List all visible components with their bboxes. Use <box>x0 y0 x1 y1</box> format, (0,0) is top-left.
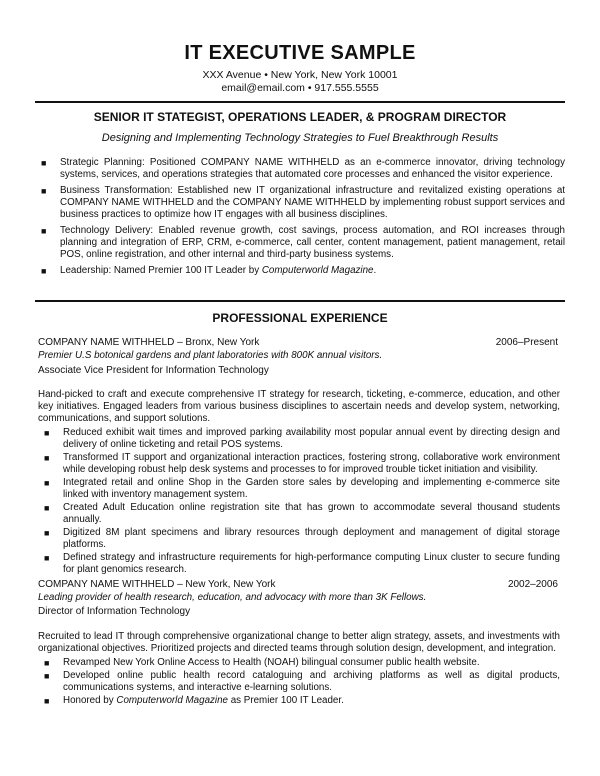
bullet-icon: ■ <box>44 658 50 668</box>
bullet-icon: ■ <box>44 553 50 563</box>
job-bullet <box>38 427 560 451</box>
leadership-suffix: . <box>373 265 377 276</box>
address-line: XXX Avenue • New York, New York 10001 <box>202 69 398 81</box>
job-bullet-text: Digitized 8M plant specimens and library resources through deployment and management of digital storage platforms. <box>63 527 560 550</box>
experience-section-title: PROFESSIONAL EXPERIENCE <box>212 311 388 325</box>
honor-publication: Computerworld Magazine <box>116 695 229 706</box>
leadership-prefix: Leadership: Named Premier 100 IT Leader by <box>60 265 262 276</box>
job-bullet-text: Reduced exhibit wait times and improved parking availability most popular annual event by directing design and delivery of online ticketing and retail POS systems. <box>63 427 560 450</box>
job-bullet-text: Created Adult Education online registration site that has grown to accommodate several thousand students annually. <box>63 502 560 525</box>
contact-line: email@email.com • 917.555.5555 <box>221 82 379 94</box>
bullet-icon: ■ <box>44 453 50 463</box>
job-summary: Recruited to lead IT through comprehensive organizational change to better align strategy, assets, and investments with organizational objectives. Prioritized projects and directed teams through solution design, development, and integration. <box>38 631 560 654</box>
job-bullet <box>38 527 560 551</box>
bullet-icon: ■ <box>41 226 47 236</box>
job-company-line <box>38 337 558 348</box>
honor-prefix: Honored by <box>63 695 117 706</box>
job-bullet <box>38 452 560 476</box>
leadership-publication: Computerworld Magazine <box>261 265 374 276</box>
job-title: Director of Information Technology <box>38 606 191 617</box>
bullet-icon: ■ <box>44 528 50 538</box>
bullet-icon: ■ <box>44 671 50 681</box>
bullet-icon: ■ <box>41 186 47 196</box>
header-divider <box>35 101 565 103</box>
job-bullet-text: Integrated retail and online Shop in the Garden store sales by developing and implementing e-commerce site linked with inventory management system. <box>63 477 560 500</box>
summary-bullet-text: Strategic Planning: Positioned COMPANY NAME WITHHELD as an e-commerce innovator, driving technology systems, services, and operations strategies that automated core processes and enhanced the visitor experience. <box>60 157 565 180</box>
bullet-icon: ■ <box>41 158 47 168</box>
resume-name-heading: IT EXECUTIVE SAMPLE <box>184 42 416 64</box>
job-bullet <box>38 552 560 576</box>
job-bullet-text: Developed online public health record cataloguing and archiving platforms as well as digital products, communications systems, and interactive e-learning solutions. <box>63 670 560 693</box>
summary-bullet-list <box>35 157 565 281</box>
job-bullet-text: Revamped New York Online Access to Health (NOAH) bilingual consumer public health website. <box>63 657 480 668</box>
bullet-icon: ■ <box>44 696 50 706</box>
summary-bullet <box>35 185 565 221</box>
job-bullet <box>38 695 560 707</box>
job-bullet-text: Transformed IT support and organizational interaction practices, fostering strong, collaborative work environment while developing robust help desk systems and processes to for improved trouble ticket initiation and visibility. <box>63 452 560 475</box>
job-bullet-list <box>38 427 560 577</box>
job-summary: Hand-picked to craft and execute comprehensive IT strategy for research, ticketing, e-commerce, education, and other key initiatives. Engaged leaders from various business disciplines to ascertain needs and develop system, networking, communications, and support solutions. <box>38 389 560 424</box>
job-company: COMPANY NAME WITHHELD – Bronx, New York <box>38 337 260 348</box>
job-bullet <box>38 657 560 669</box>
bullet-icon: ■ <box>44 503 50 513</box>
summary-bullet-text: Technology Delivery: Enabled revenue growth, cost savings, process automation, and ROI increases through planning and integration of ERP, CRM, e-commerce, call center, content management, patient management, retail POS, online registration, and other internal and third-party business systems. <box>60 225 565 260</box>
summary-bullet <box>35 265 565 277</box>
job-bullet <box>38 502 560 526</box>
bullet-icon: ■ <box>44 428 50 438</box>
section-divider <box>35 300 565 302</box>
job-bullet-text: Defined strategy and infrastructure requirements for high-performance computing Linux cluster to secure funding for plant genomics research. <box>63 552 560 575</box>
bullet-icon: ■ <box>44 478 50 488</box>
job-description: Premier U.S botonical gardens and plant laboratories with 800K annual visitors. <box>38 350 383 361</box>
summary-headline: SENIOR IT STATEGIST, OPERATIONS LEADER, & PROGRAM DIRECTOR <box>93 110 507 124</box>
job-company: COMPANY NAME WITHHELD – New York, New York <box>38 579 276 590</box>
job-company-line <box>38 579 558 590</box>
summary-bullet <box>35 225 565 261</box>
job-dates: 2006–Present <box>495 337 558 348</box>
job-description: Leading provider of health research, education, and advocacy with more than 3K Fellows. <box>38 592 427 603</box>
bullet-icon: ■ <box>41 266 47 276</box>
summary-bullet <box>35 157 565 181</box>
job-title: Associate Vice President for Information Technology <box>38 365 269 376</box>
job-bullet <box>38 670 560 694</box>
honor-suffix: as Premier 100 IT Leader. <box>228 695 344 706</box>
job-bullet <box>38 477 560 501</box>
job-bullet-list <box>38 657 560 708</box>
job-dates: 2002–2006 <box>507 579 558 590</box>
summary-bullet-text: Business Transformation: Established new IT organizational infrastructure and revitalized existing operations at COMPANY NAME WITHHELD and the COMPANY NAME WITHHELD by implementing robust support services and business practices to optimize how IT engages with all business disciplines. <box>60 185 565 220</box>
summary-tagline: Designing and Implementing Technology Strategies to Fuel Breakthrough Results <box>101 132 499 144</box>
